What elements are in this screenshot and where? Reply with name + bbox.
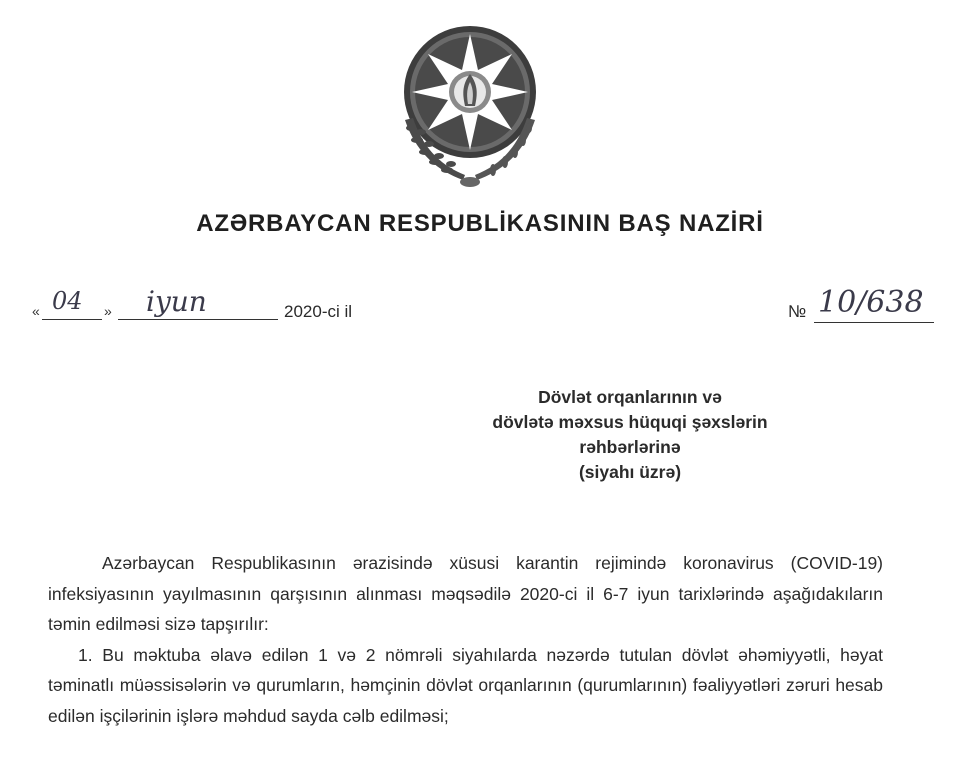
date-close-quote: » — [104, 303, 112, 319]
state-emblem-icon — [385, 10, 555, 200]
date-open-quote: « — [32, 303, 40, 319]
date-year: 2020-ci il — [284, 302, 353, 321]
addressee-line: rəhbərlərinə — [579, 437, 681, 457]
addressee-line: (siyahı üzrə) — [578, 462, 682, 482]
addressee-line: Dövlət orqanlarının və — [538, 387, 722, 407]
addressee-line: dövlətə məxsus hüquqi şəxslərin — [492, 412, 768, 432]
number-handwritten: 10/638 — [818, 285, 924, 320]
letter-body — [48, 548, 883, 731]
body-paragraph: Azərbaycan Respublikasının ərazisində xüsusi karantin rejimində koronavirus (COVID-19) infeksiyasının yayılmasının qarşısının alınması məqsədilə 2020-ci il 6-7 iyun tarixlərində aşağıdakıların təmin edilməsi sizə tapşırılır: — [48, 553, 883, 634]
list-item: 1. Bu məktuba əlavə edilən 1 və 2 nömrəli siyahılarda nəzərdə tutulan dövlət əhəmiyyətli, həyat təminatlı müəssisələrin və qurumların, həmçinin dövlət orqanlarının (qurumlarının) fəaliyyətləri zəruri hesab edilən işçilərinin işlərə məhdud sayda cəlb edilməsi; — [48, 644, 883, 726]
page-title: AZƏRBAYCAN RESPUBLİKASININ BAŞ NAZİRİ — [196, 210, 764, 237]
date-month-handwritten: iyun — [146, 285, 207, 318]
document-date — [28, 285, 388, 325]
document-number — [780, 285, 950, 330]
number-label: № — [788, 302, 807, 321]
date-day-handwritten: 04 — [52, 287, 83, 315]
addressee-block — [420, 385, 840, 485]
